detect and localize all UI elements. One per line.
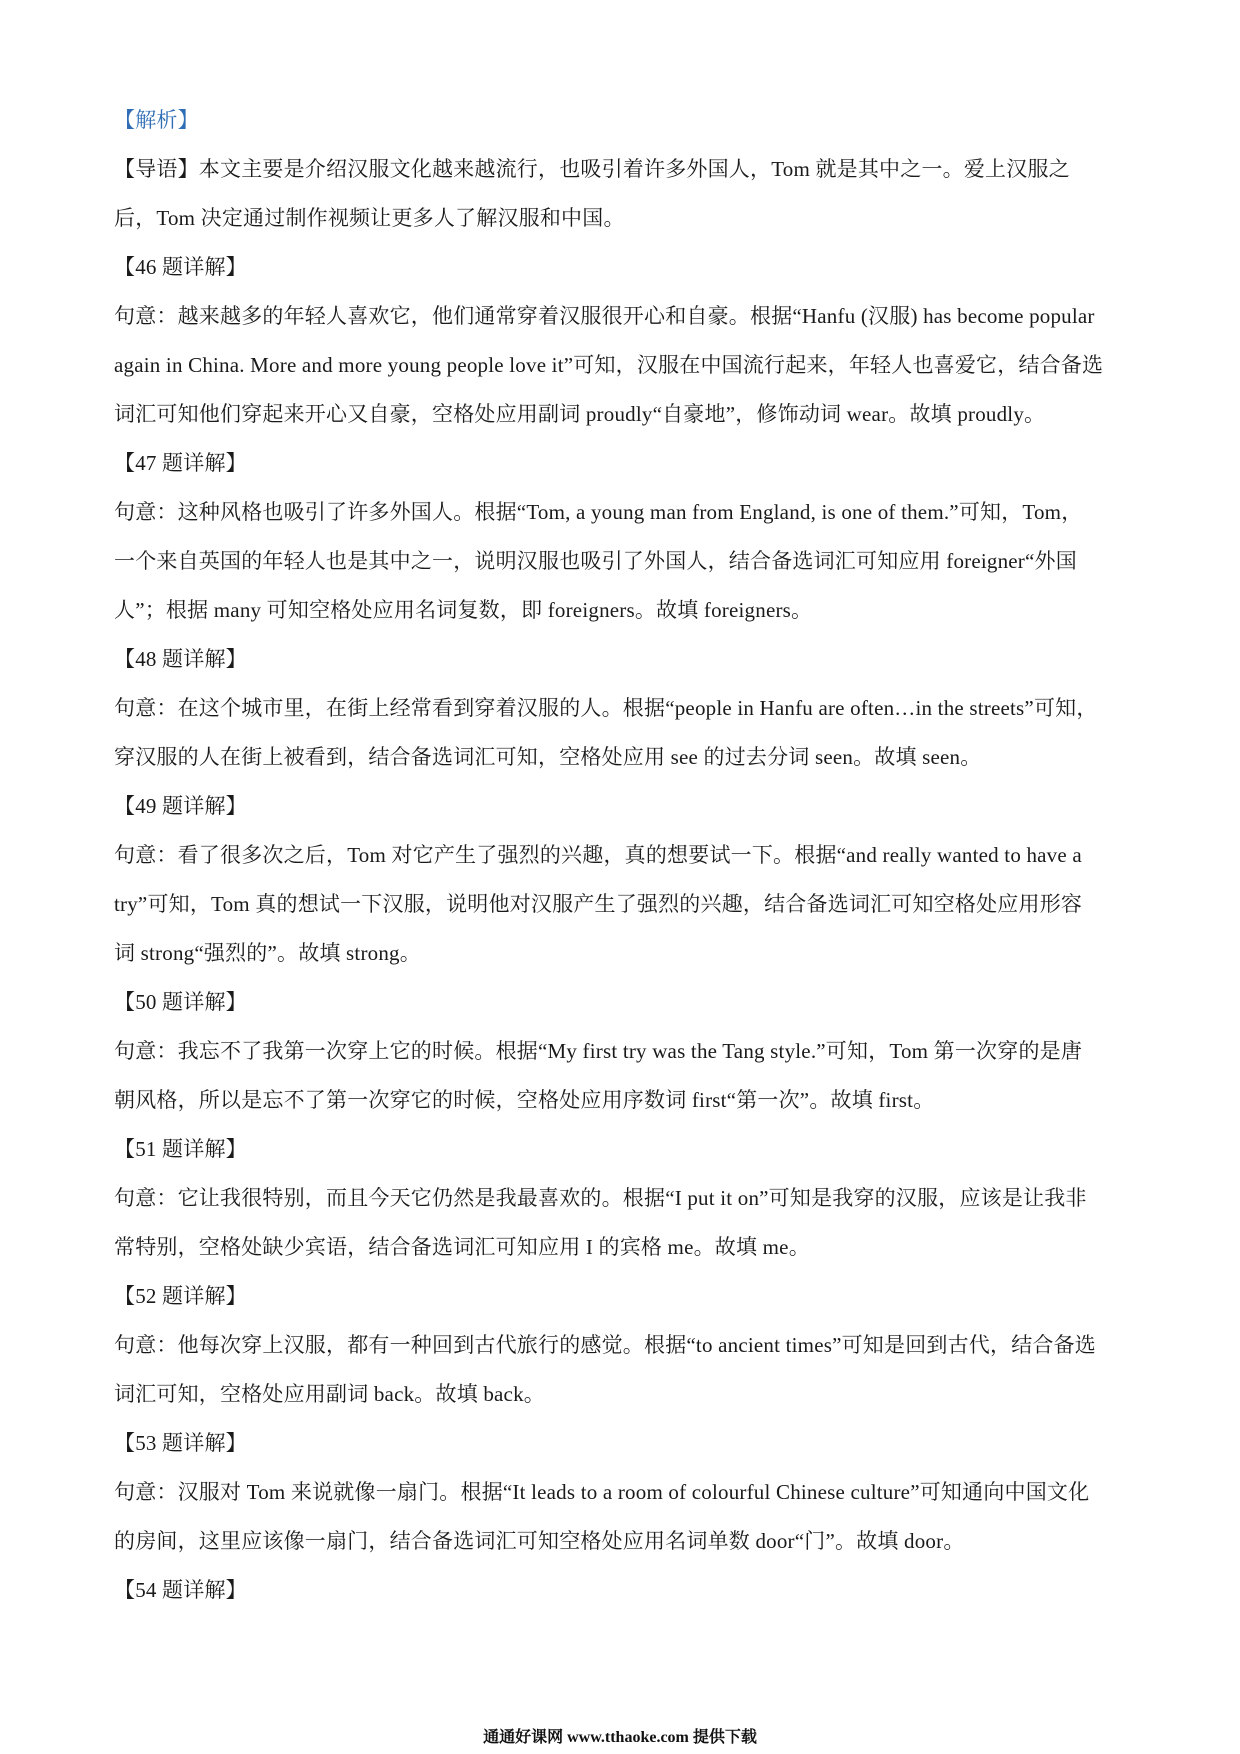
explanation-text-line: 句意：他每次穿上汉服，都有一种回到古代旅行的感觉。根据“to ancient times”可知是回到古代，结合备选 [114,1333,1097,1357]
explanation-text-line: 人”；根据 many 可知空格处应用名词复数，即 foreigners。故填 foreigners。 [114,598,813,622]
question-heading: 【50 题详解】 [114,990,247,1014]
question-heading: 【53 题详解】 [114,1431,247,1455]
analysis-label: 【解析】 [114,108,199,132]
explanation-text-line: 一个来自英国的年轻人也是其中之一，说明汉服也吸引了外国人，结合备选词汇可知应用 foreigner“外国 [114,549,1077,573]
explanation-text-line: 句意：这种风格也吸引了许多外国人。根据“Tom, a young man from England, is one of them.”可知，Tom， [114,500,1083,524]
explanation-text-line: 句意：它让我很特别，而且今天它仍然是我最喜欢的。根据“I put it on”可知是我穿的汉服，应该是让我非 [114,1186,1087,1210]
explanation-text-line: 常特别，空格处缺少宾语，结合备选词汇可知应用 I 的宾格 me。故填 me。 [114,1235,810,1259]
explanation-text-line: again in China. More and more young people love it”可知，汉服在中国流行起来，年轻人也喜爱它，结合备选 [114,353,1104,377]
intro-text-line: 后，Tom 决定通过制作视频让更多人了解汉服和中国。 [114,206,625,230]
explanation-text-line: 词汇可知，空格处应用副词 back。故填 back。 [114,1382,545,1406]
question-heading: 【54 题详解】 [114,1578,247,1602]
question-heading: 【49 题详解】 [114,794,247,818]
intro-text-line: 【导语】本文主要是介绍汉服文化越来越流行，也吸引着许多外国人，Tom 就是其中之一。爱上汉服之 [114,157,1070,181]
explanation-text-line: 句意：在这个城市里，在街上经常看到穿着汉服的人。根据“people in Hanfu are often…in the streets”可知， [114,696,1098,720]
explanation-text-line: 朝风格，所以是忘不了第一次穿它的时候，空格处应用序数词 first“第一次”。故填 first。 [114,1088,935,1112]
explanation-text-line: 句意：看了很多次之后，Tom 对它产生了强烈的兴趣，真的想要试一下。根据“and really wanted to have a [114,843,1082,867]
question-heading: 【48 题详解】 [114,647,247,671]
explanation-text-line: 句意：越来越多的年轻人喜欢它，他们通常穿着汉服很开心和自豪。根据“Hanfu (汉服) has become popular [114,304,1095,328]
analysis-sections [114,145,1134,1615]
page-footer: 通通好课网 www.tthaoke.com 提供下载 [483,1729,757,1746]
explanation-text-line: try”可知，Tom 真的想试一下汉服，说明他对汉服产生了强烈的兴趣，结合备选词汇可知空格处应用形容 [114,892,1083,916]
question-heading: 【46 题详解】 [114,255,247,279]
explanation-text-line: 词 strong“强烈的”。故填 strong。 [114,941,421,965]
explanation-text-line: 的房间，这里应该像一扇门，结合备选词汇可知空格处应用名词单数 door“门”。故填 door。 [114,1529,965,1553]
question-heading: 【47 题详解】 [114,451,247,475]
question-heading: 【51 题详解】 [114,1137,247,1161]
explanation-text-line: 词汇可知他们穿起来开心又自豪，空格处应用副词 proudly“自豪地”，修饰动词 wear。故填 proudly。 [114,402,1046,426]
document-page [114,96,1134,1615]
explanation-text-line: 穿汉服的人在街上被看到，结合备选词汇可知，空格处应用 see 的过去分词 seen。故填 seen。 [114,745,982,769]
question-heading: 【52 题详解】 [114,1284,247,1308]
explanation-text-line: 句意：我忘不了我第一次穿上它的时候。根据“My first try was the Tang style.”可知，Tom 第一次穿的是唐 [114,1039,1083,1063]
explanation-text-line: 句意：汉服对 Tom 来说就像一扇门。根据“It leads to a room of colourful Chinese culture”可知通向中国文化 [114,1480,1090,1504]
